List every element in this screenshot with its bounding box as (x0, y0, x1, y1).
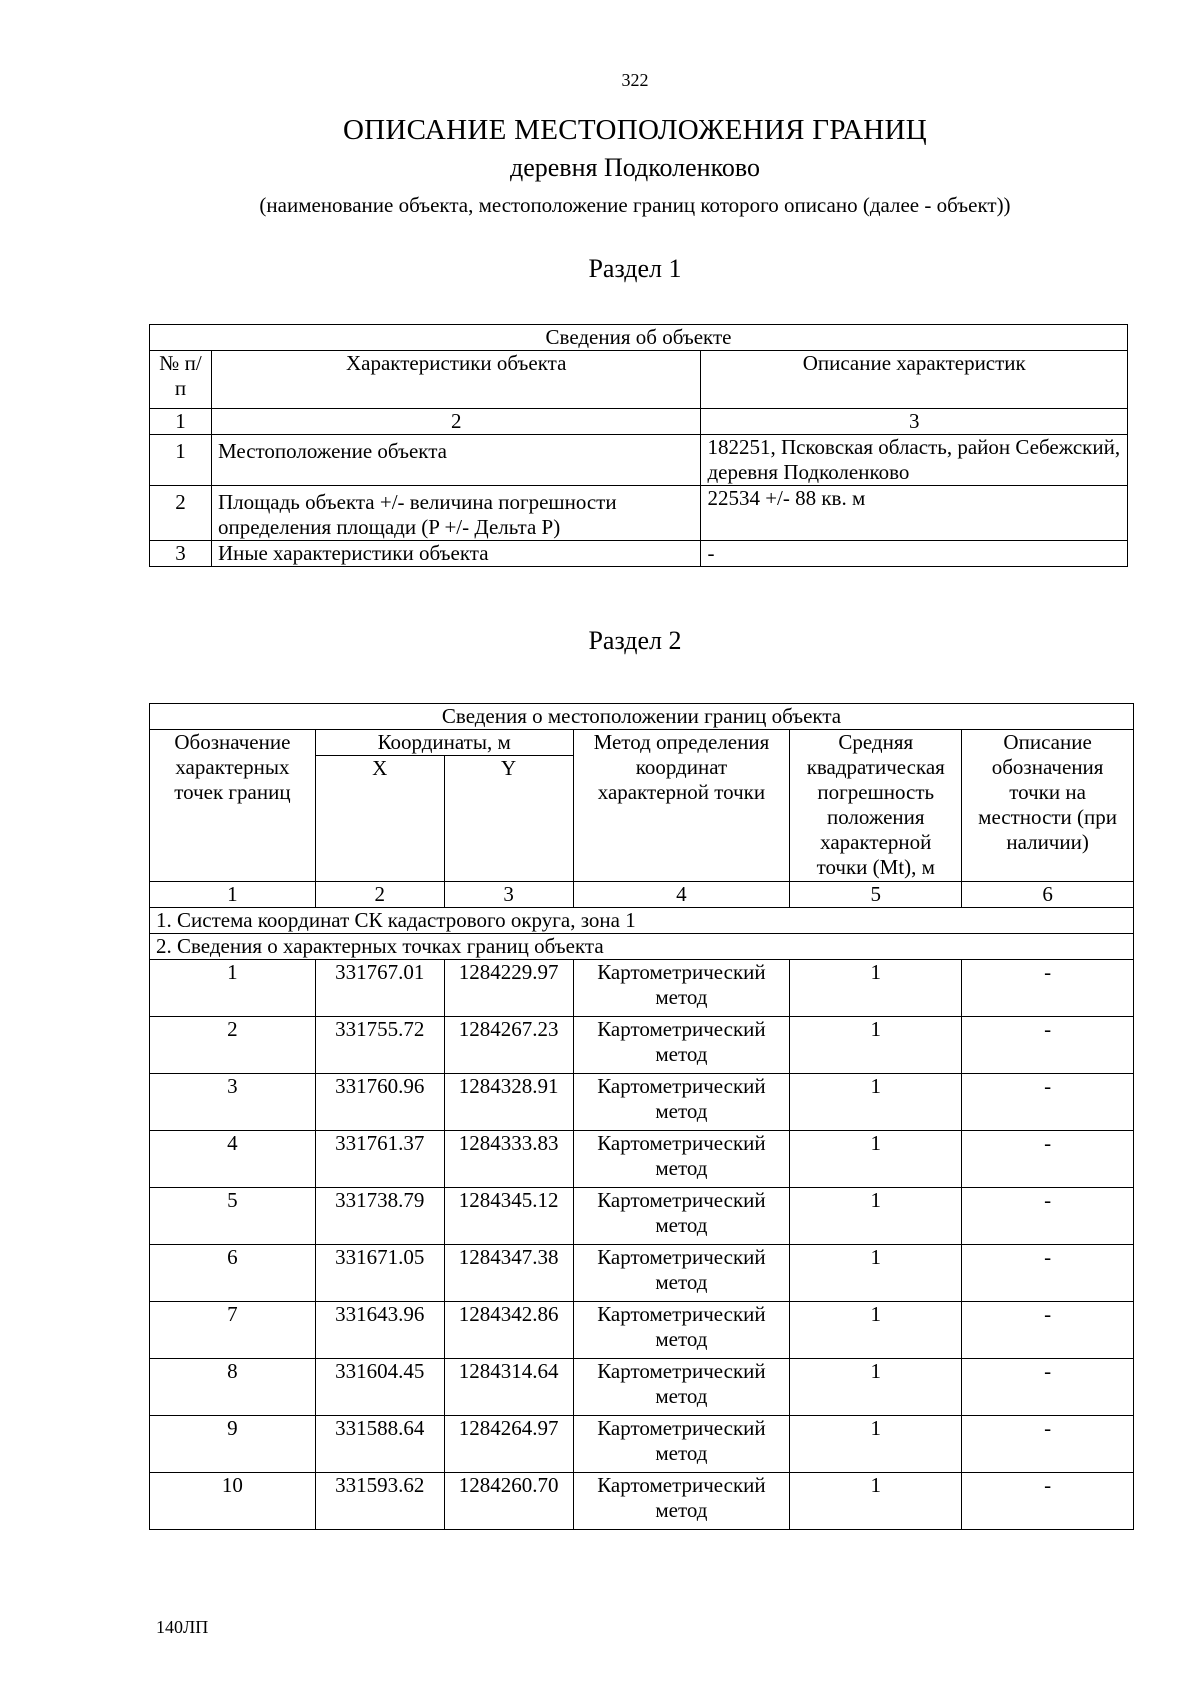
column-header-description: Описание обозначения точки на местности (при наличии) (962, 730, 1134, 882)
column-header-point: Обозначение характерных точек границ (150, 730, 316, 882)
point-method: Картометрический метод (573, 1188, 790, 1245)
row-number: 2 (150, 486, 212, 541)
table-header-row (150, 730, 1134, 756)
points-body (150, 960, 1134, 1530)
boundary-points-table (149, 703, 1134, 1530)
point-y: 1284342.86 (444, 1302, 573, 1359)
point-description: - (962, 1017, 1134, 1074)
column-number: 3 (444, 882, 573, 908)
point-description: - (962, 1131, 1134, 1188)
points-caption: 2. Сведения о характерных точках границ объекта (150, 934, 1134, 960)
point-method: Картометрический метод (573, 1416, 790, 1473)
row-number: 1 (150, 435, 212, 486)
point-description: - (962, 1416, 1134, 1473)
point-id: 8 (150, 1359, 316, 1416)
point-id: 5 (150, 1188, 316, 1245)
point-id: 9 (150, 1416, 316, 1473)
point-id: 4 (150, 1131, 316, 1188)
table-caption: Сведения об объекте (150, 325, 1128, 351)
table-row (150, 1473, 1134, 1530)
object-info-table (149, 324, 1128, 567)
column-header-method: Метод определения координат характерной точки (573, 730, 790, 882)
column-header-description: Описание характеристик (701, 351, 1128, 409)
table-row (150, 1074, 1134, 1131)
point-description: - (962, 960, 1134, 1017)
point-description: - (962, 1359, 1134, 1416)
table-header-row (150, 351, 1128, 409)
point-method: Картометрический метод (573, 1245, 790, 1302)
points-caption-row (150, 934, 1134, 960)
point-error: 1 (790, 1131, 962, 1188)
point-method: Картометрический метод (573, 960, 790, 1017)
point-id: 7 (150, 1302, 316, 1359)
point-x: 331588.64 (315, 1416, 444, 1473)
point-x: 331643.96 (315, 1302, 444, 1359)
row-characteristic: Местоположение объекта (211, 435, 700, 486)
table-row (150, 541, 1128, 567)
point-error: 1 (790, 1017, 962, 1074)
point-description: - (962, 1473, 1134, 1530)
point-method: Картометрический метод (573, 1017, 790, 1074)
point-x: 331761.37 (315, 1131, 444, 1188)
column-number: 6 (962, 882, 1134, 908)
row-characteristic: Площадь объекта +/- величина погрешности определения площади (P +/- Дельта P) (211, 486, 700, 541)
table-row (150, 1188, 1134, 1245)
point-error: 1 (790, 1473, 962, 1530)
point-y: 1284347.38 (444, 1245, 573, 1302)
point-x: 331760.96 (315, 1074, 444, 1131)
point-y: 1284328.91 (444, 1074, 573, 1131)
point-error: 1 (790, 1245, 962, 1302)
point-error: 1 (790, 1416, 962, 1473)
point-y: 1284314.64 (444, 1359, 573, 1416)
point-description: - (962, 1074, 1134, 1131)
point-y: 1284260.70 (444, 1473, 573, 1530)
point-error: 1 (790, 1074, 962, 1131)
point-error: 1 (790, 1302, 962, 1359)
point-y: 1284229.97 (444, 960, 573, 1017)
point-error: 1 (790, 1188, 962, 1245)
column-number: 3 (701, 409, 1128, 435)
column-header-number: № п/п (150, 351, 212, 409)
point-error: 1 (790, 960, 962, 1017)
row-description: - (701, 541, 1128, 567)
column-number: 5 (790, 882, 962, 908)
column-header-coordinates: Координаты, м (315, 730, 573, 756)
row-characteristic: Иные характеристики объекта (211, 541, 700, 567)
table-row (150, 1017, 1134, 1074)
point-id: 3 (150, 1074, 316, 1131)
footer-code: 140ЛП (156, 1617, 209, 1637)
point-description: - (962, 1302, 1134, 1359)
coord-system: 1. Система координат СК кадастрового округа, зона 1 (150, 908, 1134, 934)
point-x: 331671.05 (315, 1245, 444, 1302)
document-subtitle: деревня Подколенково (509, 153, 761, 182)
table-row (150, 1359, 1134, 1416)
row-description: 182251, Псковская область, район Себежский, деревня Подколенково (701, 435, 1128, 486)
column-header-error: Средняя квадратическая погрешность положения характерной точки (Mt), м (790, 730, 962, 882)
object-note: (наименование объекта, местоположение границ которого описано (далее - объект)) (259, 193, 1011, 217)
section1-heading: Раздел 1 (588, 254, 682, 283)
point-description: - (962, 1245, 1134, 1302)
point-x: 331604.45 (315, 1359, 444, 1416)
table-row (150, 1302, 1134, 1359)
table-row (150, 486, 1128, 541)
row-number: 3 (150, 541, 212, 567)
table-row (150, 435, 1128, 486)
row-description: 22534 +/- 88 кв. м (701, 486, 1128, 541)
column-header-y: Y (444, 756, 573, 882)
point-y: 1284333.83 (444, 1131, 573, 1188)
point-method: Картометрический метод (573, 1131, 790, 1188)
column-number: 1 (150, 409, 212, 435)
column-number: 2 (315, 882, 444, 908)
table-row (150, 1131, 1134, 1188)
point-method: Картометрический метод (573, 1302, 790, 1359)
column-number: 4 (573, 882, 790, 908)
point-x: 331593.62 (315, 1473, 444, 1530)
point-error: 1 (790, 1359, 962, 1416)
column-header-characteristic: Характеристики объекта (211, 351, 700, 409)
table-caption-row (150, 704, 1134, 730)
point-id: 1 (150, 960, 316, 1017)
point-y: 1284264.97 (444, 1416, 573, 1473)
table-row (150, 1245, 1134, 1302)
point-method: Картометрический метод (573, 1359, 790, 1416)
table-numbering-row (150, 409, 1128, 435)
point-id: 2 (150, 1017, 316, 1074)
table-caption-row (150, 325, 1128, 351)
point-x: 331755.72 (315, 1017, 444, 1074)
point-x: 331738.79 (315, 1188, 444, 1245)
point-y: 1284267.23 (444, 1017, 573, 1074)
column-number: 1 (150, 882, 316, 908)
column-header-x: X (315, 756, 444, 882)
point-y: 1284345.12 (444, 1188, 573, 1245)
point-id: 10 (150, 1473, 316, 1530)
table-numbering-row (150, 882, 1134, 908)
document-title: ОПИСАНИЕ МЕСТОПОЛОЖЕНИЯ ГРАНИЦ (342, 114, 928, 146)
table-caption: Сведения о местоположении границ объекта (150, 704, 1134, 730)
section2-heading: Раздел 2 (588, 626, 682, 655)
point-method: Картометрический метод (573, 1473, 790, 1530)
point-id: 6 (150, 1245, 316, 1302)
coord-system-row (150, 908, 1134, 934)
column-number: 2 (211, 409, 700, 435)
page-number: 322 (621, 70, 649, 90)
point-method: Картометрический метод (573, 1074, 790, 1131)
table-row (150, 1416, 1134, 1473)
table-row (150, 960, 1134, 1017)
point-x: 331767.01 (315, 960, 444, 1017)
point-description: - (962, 1188, 1134, 1245)
